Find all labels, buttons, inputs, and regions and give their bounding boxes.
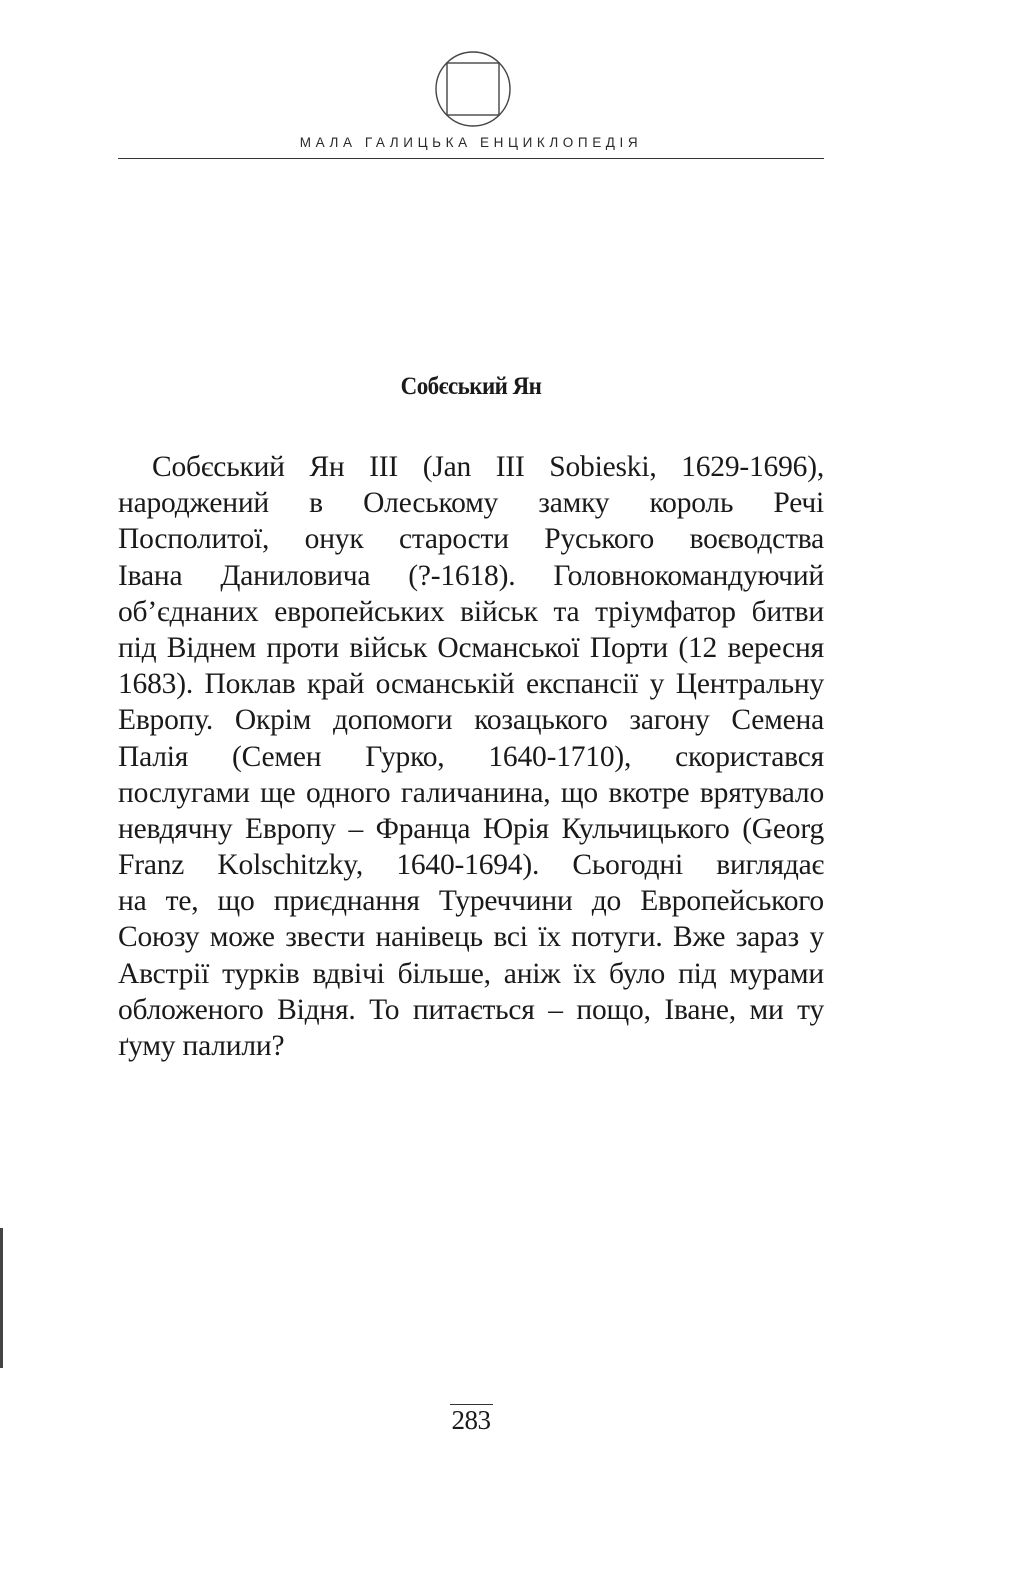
body-line: Собєський Ян III (Jan III Sobieski, 1629-1696),: [152, 451, 824, 483]
article-body: [118, 449, 824, 1064]
body-line: обложеного Відня. То питається – пощо, Іване, ми ту: [118, 993, 824, 1026]
body-line: під Віднем проти військ Османської Порти (12 вересня: [118, 631, 824, 664]
body-line: Европу. Окрім допомоги козацького загону Семена: [118, 704, 824, 737]
body-line: Союзу може звести нанівець всі їх потуги. Вже зараз у: [118, 921, 824, 954]
body-line: Івана Даниловича (?-1618). Головнокомандуючий: [118, 559, 824, 592]
running-head: МАЛА ГАЛИЦЬКА ЕНЦИКЛОПЕДІЯ: [299, 135, 643, 150]
body-line: об’єднаних европейських військ та тріумфатор битви: [118, 595, 824, 628]
article-title: Собєський Ян: [400, 373, 542, 400]
body-line: Австрії турків вдвічі більше, аніж їх було під мурами: [118, 957, 824, 990]
body-line: ґуму палили?: [118, 1030, 285, 1062]
body-line: послугами ще одного галичанина, що вкотре врятувало: [118, 776, 824, 809]
body-line: на те, що приєднання Туреччини до Европейського: [118, 885, 824, 918]
header-divider: [118, 158, 824, 159]
body-line: Палія (Семен Гурко, 1640-1710), скористався: [118, 740, 824, 773]
body-line: Посполитої, онук старости Руського воєводства: [118, 523, 824, 556]
body-line: народжений в Олеському замку король Речі: [118, 487, 824, 520]
body-line: Franz Kolschitzky, 1640-1694). Сьогодні виглядає: [118, 849, 824, 882]
page-number: 283: [451, 1405, 491, 1435]
margin-bar: [0, 1228, 3, 1368]
body-line: невдячну Европу – Франца Юрія Кульчицького (Georg: [118, 812, 824, 845]
page-number-block: [118, 1404, 824, 1436]
body-line: 1683). Поклав край османській експансії у Центральну: [118, 668, 824, 701]
circle-square-logo-icon: [434, 50, 512, 128]
